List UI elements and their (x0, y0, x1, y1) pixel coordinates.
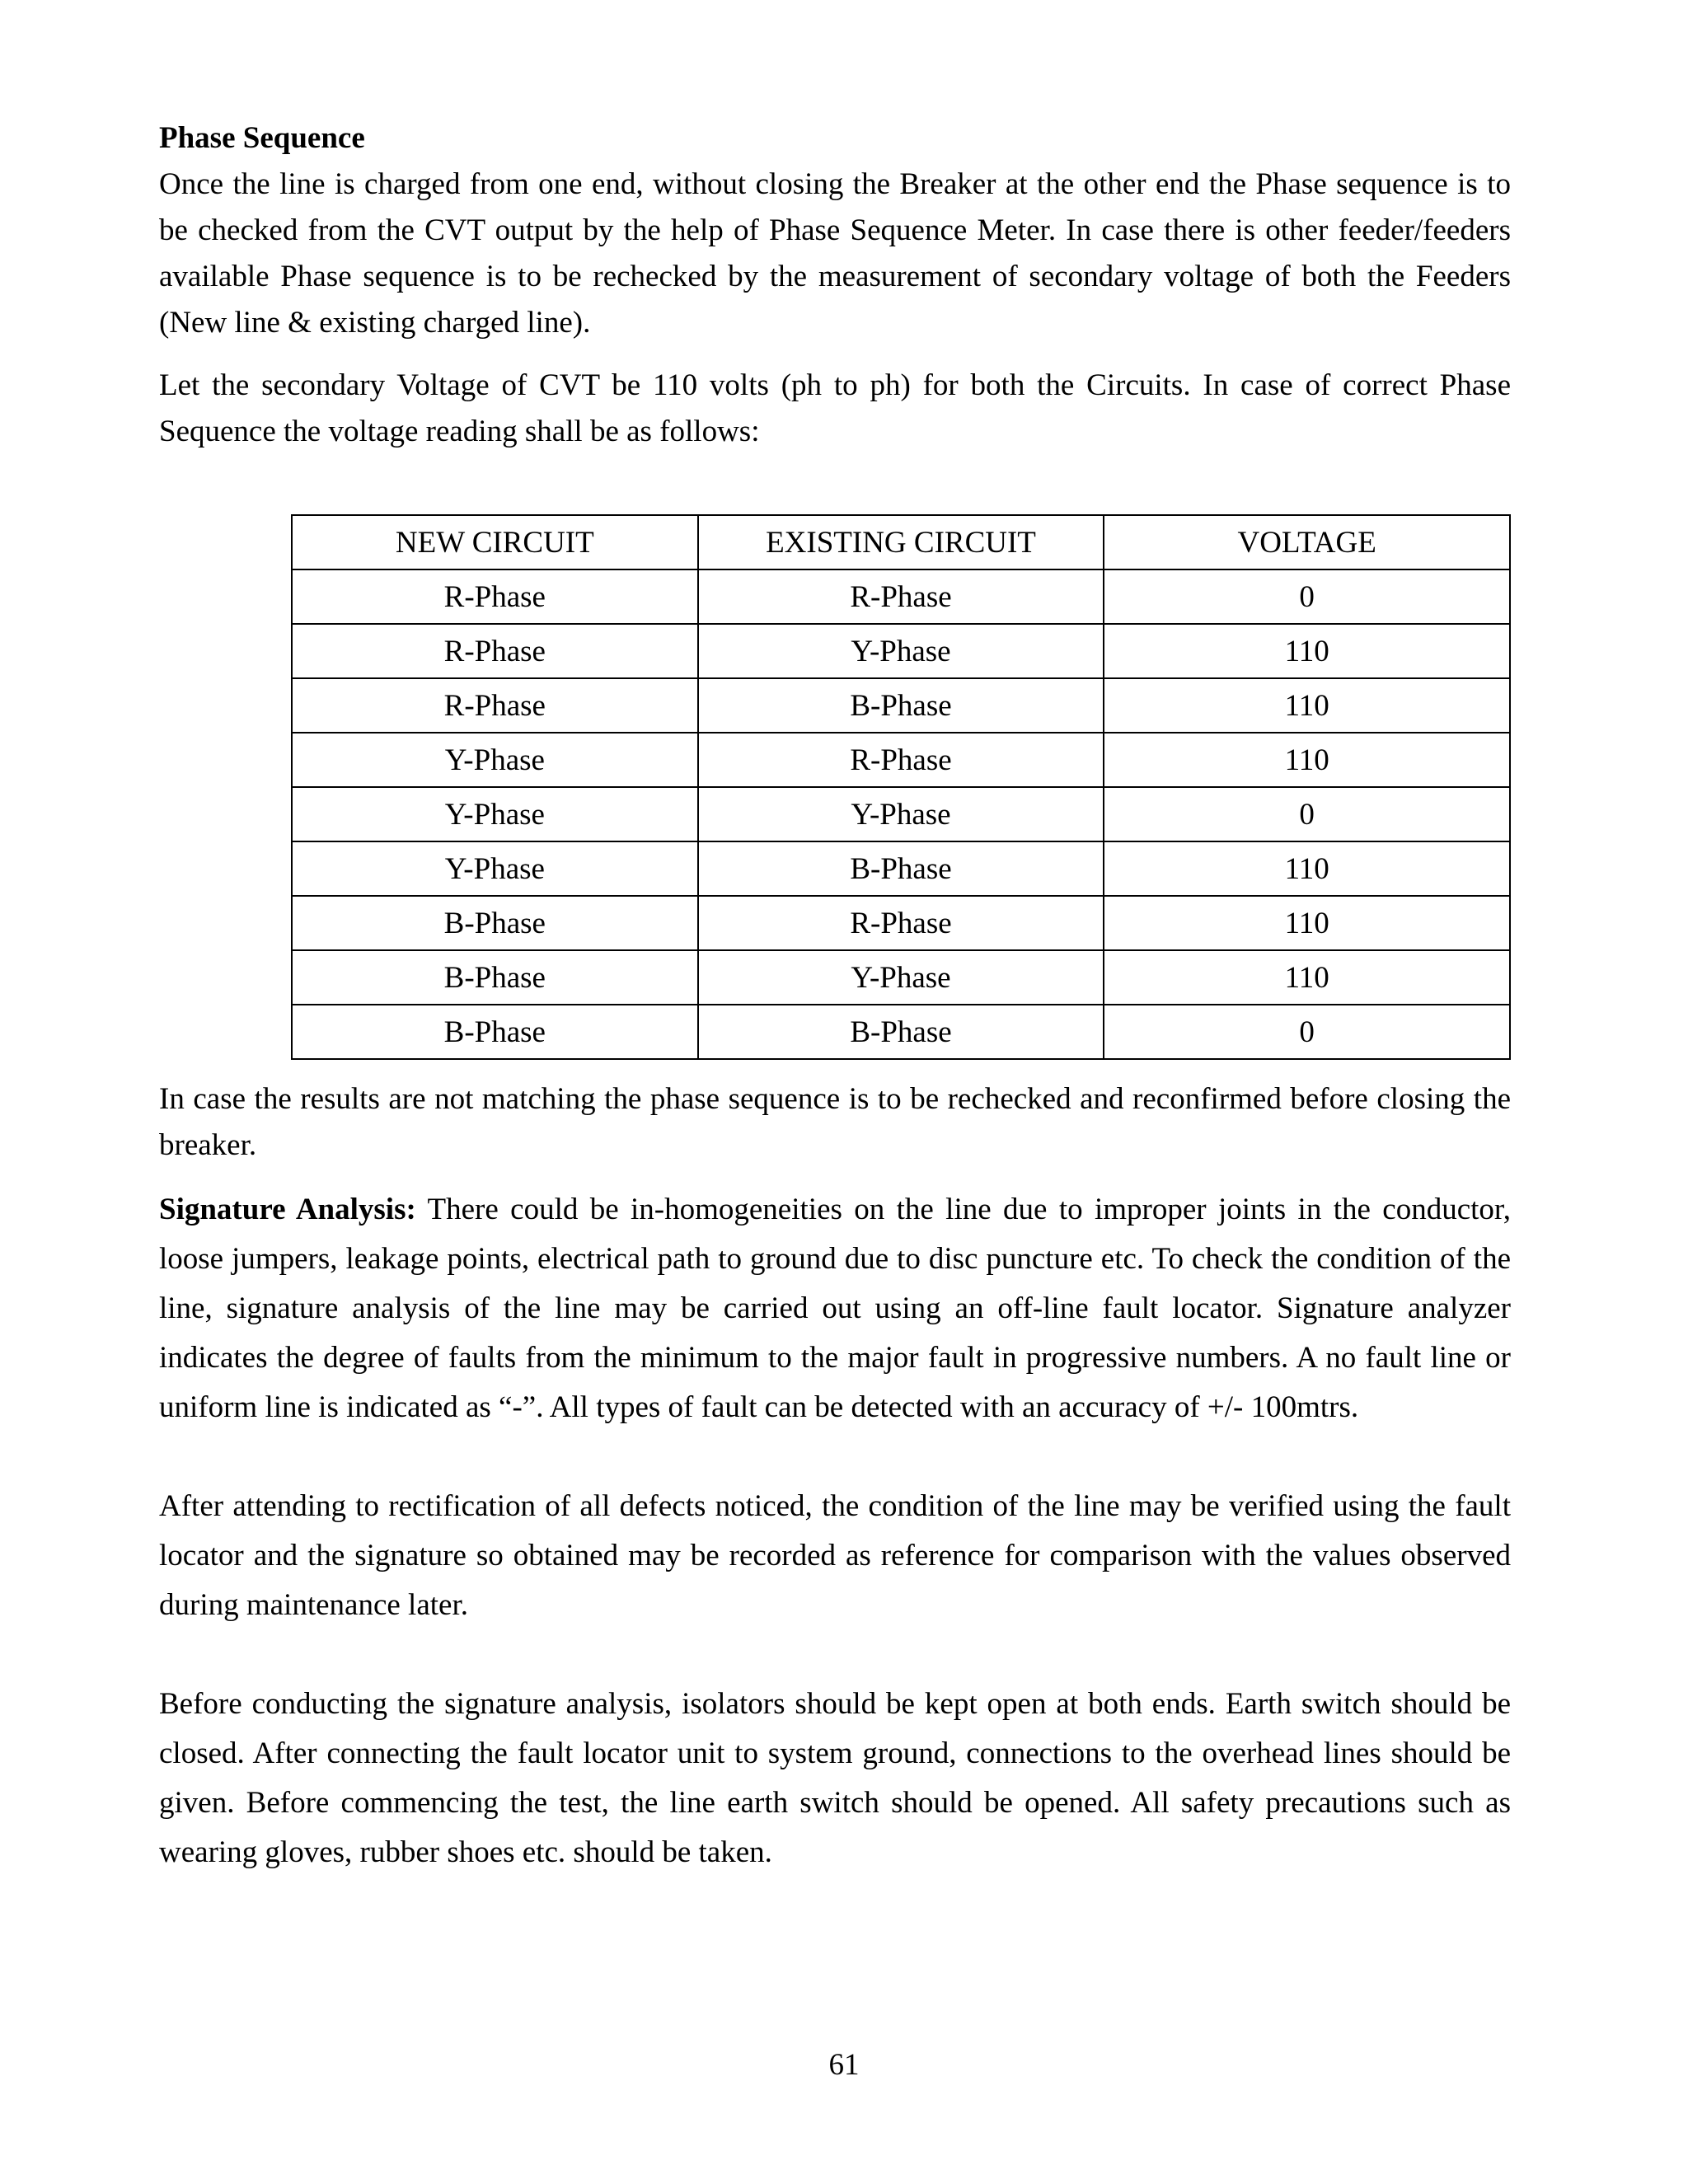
cell-existing-circuit: Y-Phase (698, 787, 1104, 841)
cell-new-circuit: Y-Phase (292, 787, 698, 841)
cell-voltage: 110 (1104, 733, 1510, 787)
column-header-new-circuit: NEW CIRCUIT (292, 515, 698, 569)
cell-existing-circuit: R-Phase (698, 569, 1104, 624)
signature-analysis-label: Signature Analysis: (159, 1193, 416, 1226)
cell-new-circuit: R-Phase (292, 624, 698, 678)
table-row (292, 569, 1510, 624)
table-row (292, 733, 1510, 787)
cell-new-circuit: R-Phase (292, 569, 698, 624)
cell-voltage: 110 (1104, 678, 1510, 733)
cell-existing-circuit: B-Phase (698, 841, 1104, 896)
table-row (292, 1005, 1510, 1059)
cell-new-circuit: B-Phase (292, 1005, 698, 1059)
cell-existing-circuit: Y-Phase (698, 950, 1104, 1005)
table-row (292, 950, 1510, 1005)
cell-new-circuit: B-Phase (292, 896, 698, 950)
paragraph-safety-precautions: Before conducting the signature analysis, isolators should be kept open at both ends. Earth switch should be closed. After connecting the fault locator unit to system ground, connections to the overhead lines should be given. Before commencing the test, the line earth switch should be opened. All safety precautions such as wearing gloves, rubber shoes etc. should be taken. (159, 1687, 1511, 1869)
cell-voltage: 110 (1104, 950, 1510, 1005)
table-row (292, 624, 1510, 678)
cell-existing-circuit: R-Phase (698, 733, 1104, 787)
signature-analysis-text: There could be in-homogeneities on the line due to improper joints in the conductor, loose jumpers, leakage points, electrical path to ground due to disc puncture etc. To check the condition of the line, signature analysis of the line may be carried out using an off-line fault locator. Signature analyzer indicates the degree of faults from the minimum to the major fault in progressive numbers. A no fault line or uniform line is indicated as “-”. All types of fault can be detected with an accuracy of +/- 100mtrs. (159, 1193, 1511, 1424)
cell-new-circuit: R-Phase (292, 678, 698, 733)
cell-voltage: 0 (1104, 1005, 1510, 1059)
table-header-row (292, 515, 1510, 569)
cell-existing-circuit: B-Phase (698, 1005, 1104, 1059)
table-row (292, 896, 1510, 950)
cell-voltage: 110 (1104, 896, 1510, 950)
column-header-existing-circuit: EXISTING CIRCUIT (698, 515, 1104, 569)
paragraph-secondary-voltage: Let the secondary Voltage of CVT be 110 volts (ph to ph) for both the Circuits. In case of correct Phase Sequence the voltage reading shall be as follows: (159, 368, 1511, 448)
section-heading: Phase Sequence (159, 121, 365, 155)
paragraph-spacer (159, 1449, 1511, 1482)
phase-sequence-table (291, 514, 1511, 1060)
cell-new-circuit: Y-Phase (292, 841, 698, 896)
cell-existing-circuit: Y-Phase (698, 624, 1104, 678)
cell-voltage: 110 (1104, 841, 1510, 896)
cell-voltage: 0 (1104, 569, 1510, 624)
table-row (292, 841, 1510, 896)
cell-new-circuit: B-Phase (292, 950, 698, 1005)
column-header-voltage: VOLTAGE (1104, 515, 1510, 569)
table-row (292, 787, 1510, 841)
paragraph-rectification: After attending to rectification of all defects noticed, the condition of the line may be verified using the fault locator and the signature so obtained may be recorded as reference for comparison with the values observed during maintenance later. (159, 1489, 1511, 1622)
cell-voltage: 0 (1104, 787, 1510, 841)
phase-table-container (291, 514, 1511, 1060)
paragraph-spacer (159, 1647, 1511, 1680)
cell-new-circuit: Y-Phase (292, 733, 698, 787)
page-number: 61 (828, 2048, 860, 2082)
paragraph-mismatch-note: In case the results are not matching the phase sequence is to be rechecked and reconfirmed before closing the breaker. (159, 1082, 1511, 1162)
page-content (159, 115, 1511, 1894)
cell-existing-circuit: R-Phase (698, 896, 1104, 950)
paragraph-phase-check: Once the line is charged from one end, without closing the Breaker at the other end the Phase sequence is to be checked from the CVT output by the help of Phase Sequence Meter. In case there is other feeder/feeders available Phase sequence is to be rechecked by the measurement of secondary voltage of both the Feeders (New line & existing charged line). (159, 167, 1511, 340)
cell-voltage: 110 (1104, 624, 1510, 678)
paragraph-signature-analysis (159, 1185, 1511, 1432)
table-row (292, 678, 1510, 733)
cell-existing-circuit: B-Phase (698, 678, 1104, 733)
